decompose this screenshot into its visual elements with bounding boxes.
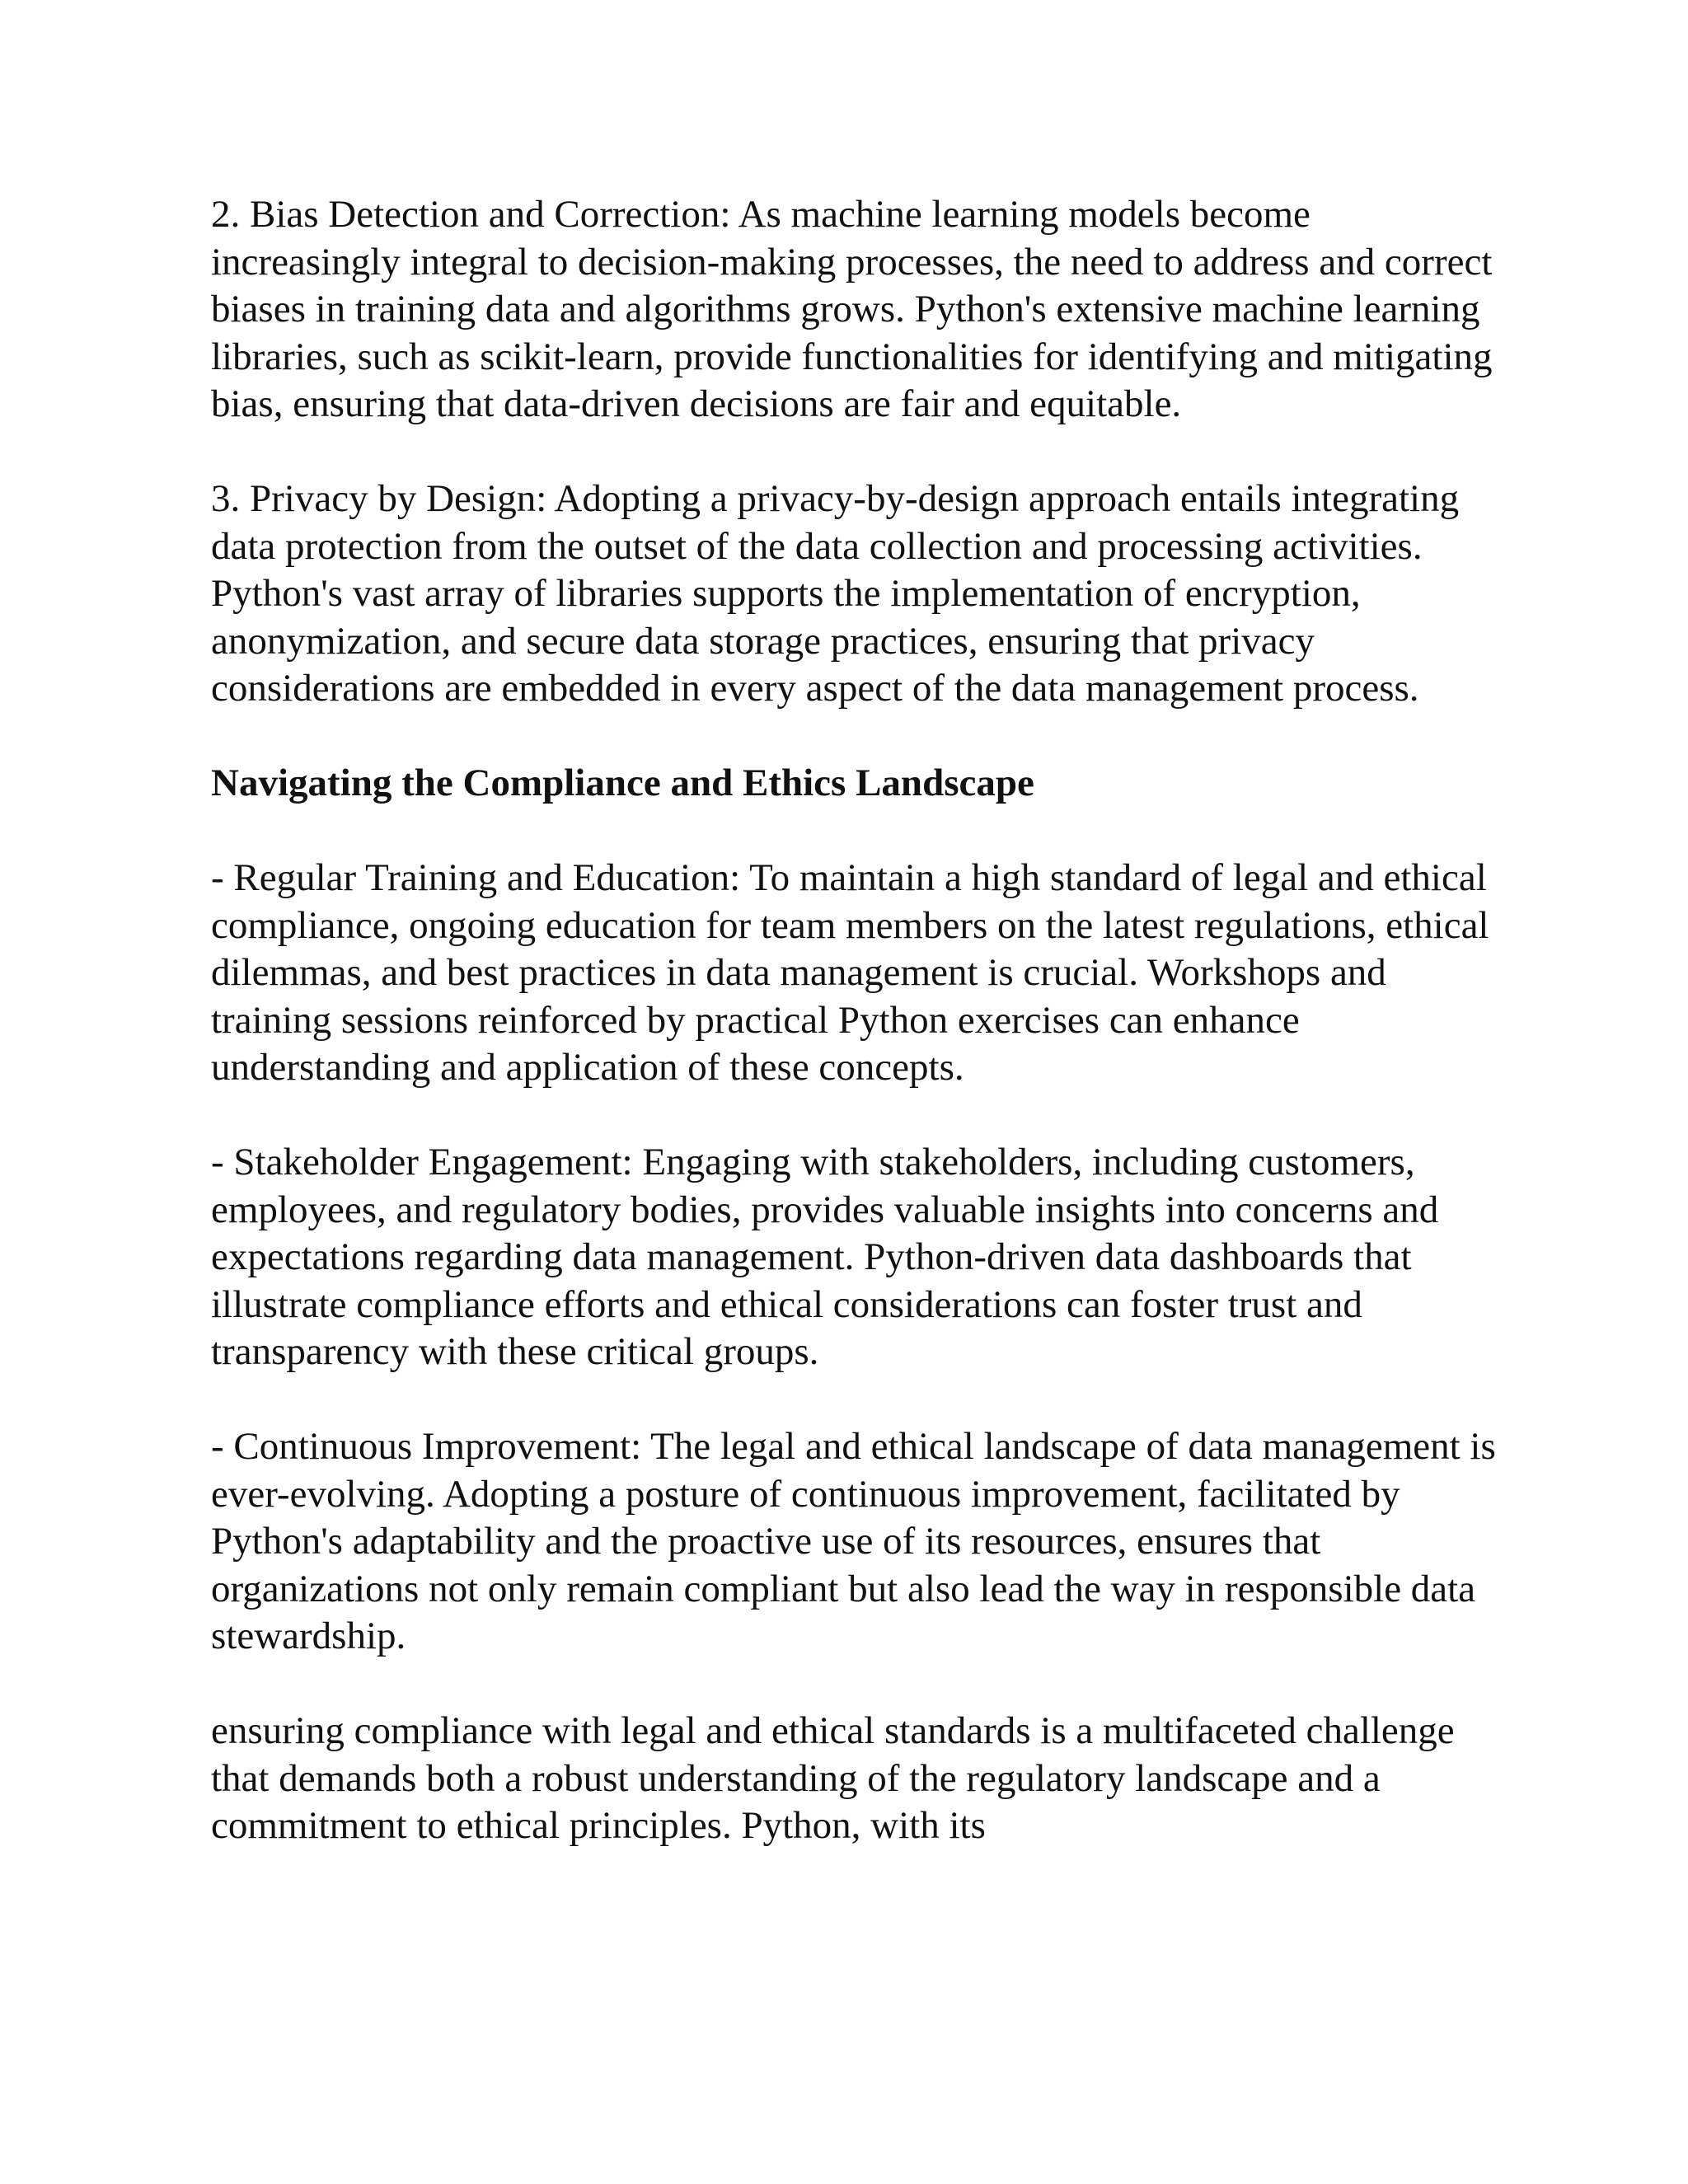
section-heading: Navigating the Compliance and Ethics Landscape <box>211 762 1034 804</box>
paragraph-conclusion: ensuring compliance with legal and ethical standards is a multifaceted challenge that demands both a robust understanding of the regulatory landscape and a commitment to ethical principles. Python, with its <box>211 1709 1455 1847</box>
paragraph-stakeholder-engagement: - Stakeholder Engagement: Engaging with stakeholders, including customers, employees, and regulatory bodies, provides valuable insights into concerns and expectations regarding data management. Python-driven data dashboards that illustrate compliance efforts and ethical considerations can foster trust and transparency with these critical groups. <box>211 1141 1439 1373</box>
paragraph-continuous-improvement: - Continuous Improvement: The legal and ethical landscape of data management is ever-evolving. Adopting a posture of continuous improvement, facilitated by Python's adaptability and the proactive use of its resources, ensures that organizations not only remain compliant but also lead the way in responsible data stewardship. <box>211 1425 1496 1657</box>
paragraph-regular-training: - Regular Training and Education: To maintain a high standard of legal and ethical compliance, ongoing education for team members on the latest regulations, ethical dilemmas, and best practices in data management is crucial. Workshops and training sessions reinforced by practical Python exercises can enhance understanding and application of these concepts. <box>211 856 1489 1089</box>
paragraph-privacy-by-design: 3. Privacy by Design: Adopting a privacy-by-design approach entails integrating data protection from the outset of the data collection and processing activities. Python's vast array of libraries supports the implementation of encryption, anonymization, and secure data storage practices, ensuring that privacy considerations are embedded in every aspect of the data management process. <box>211 477 1460 710</box>
paragraph-bias-detection: 2. Bias Detection and Correction: As machine learning models become increasingly integral to decision-making processes, the need to address and correct biases in training data and algorithms grows. Python's extensive machine learning libraries, such as scikit-learn, provide functionalities for identifying and mitigating bias, ensuring that data-driven decisions are fair and equitable. <box>211 193 1493 425</box>
page-content <box>211 191 1497 1897</box>
